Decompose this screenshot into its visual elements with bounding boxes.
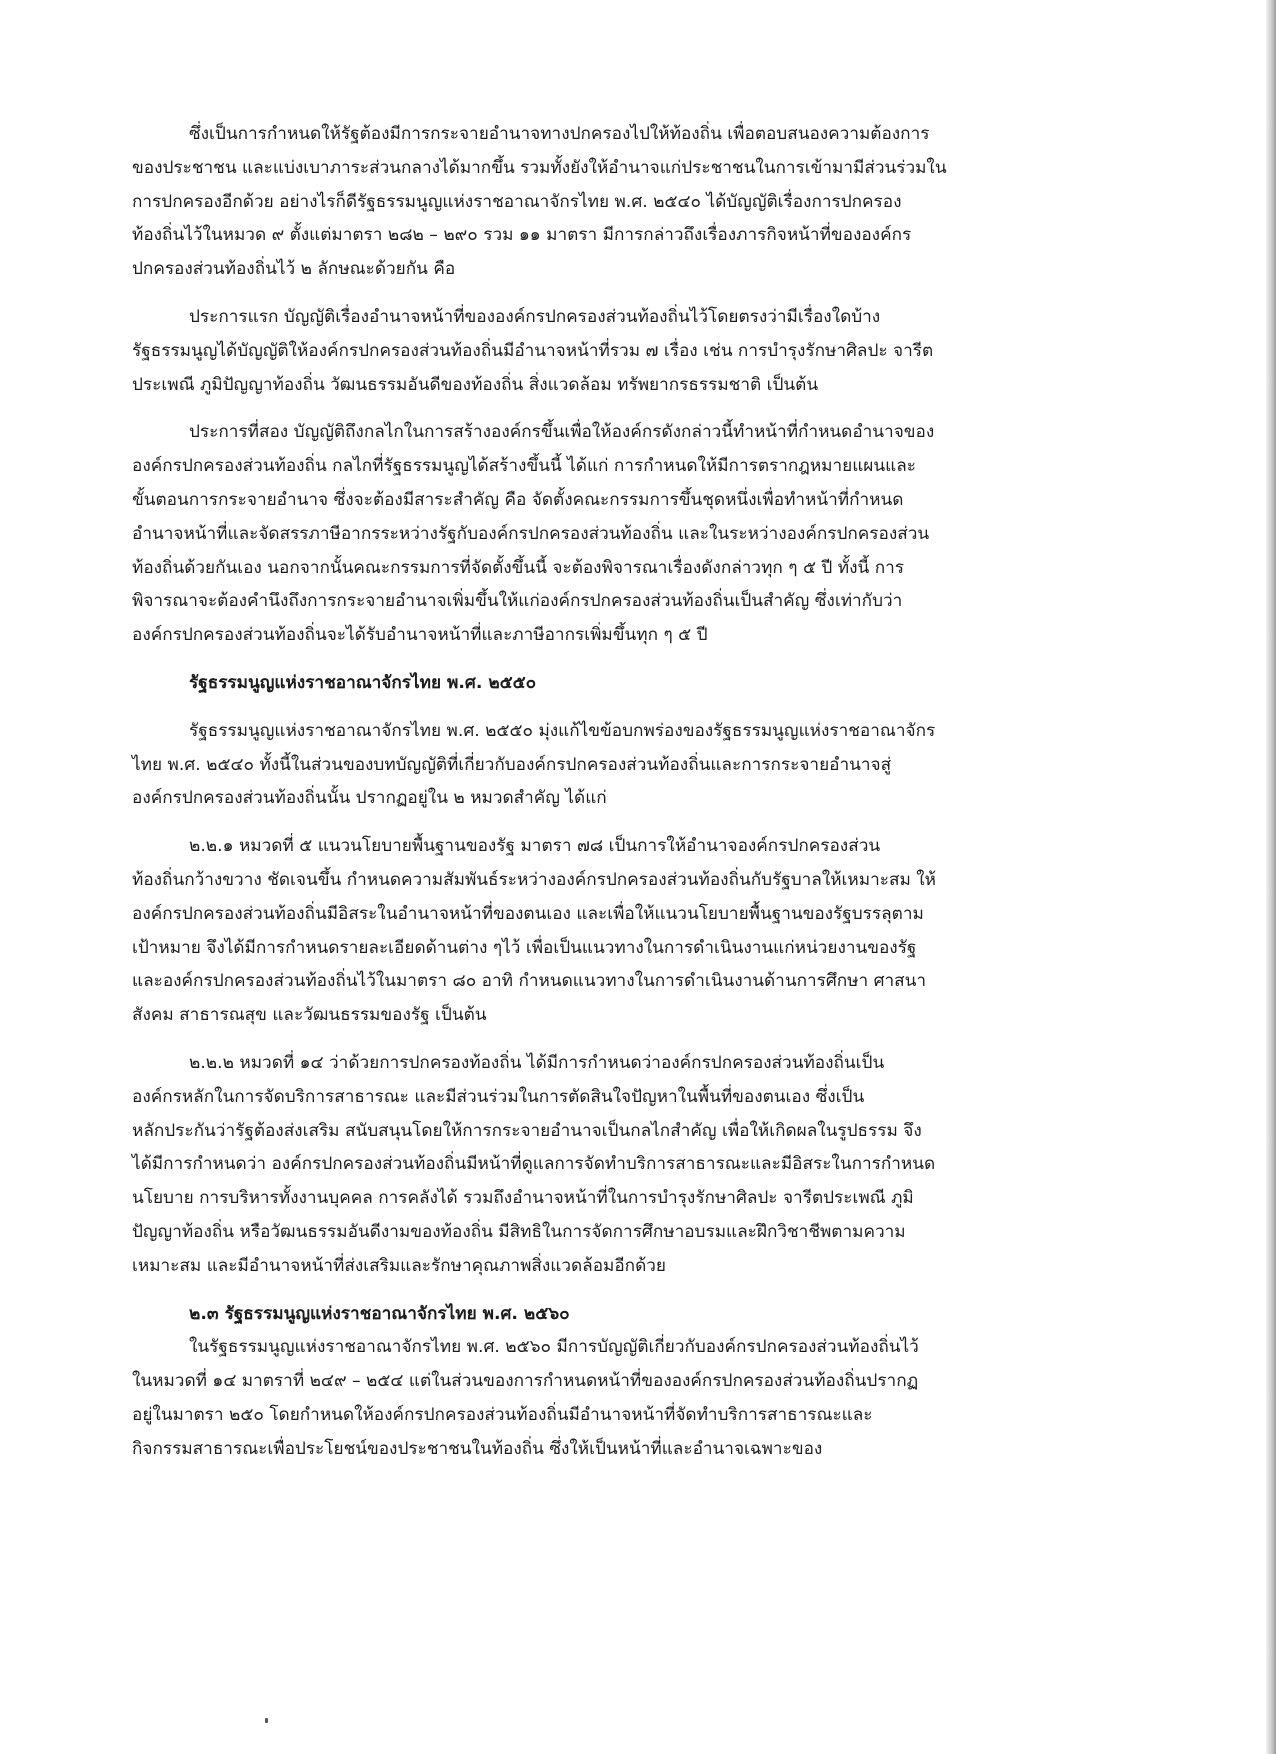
text-line: ๒.๒.๒ หมวดที่ ๑๔ ว่าด้วยการปกครองท้องถิ่น ได้มีการกำหนดว่าองค์กรปกครองส่วนท้องถิ่นเป็น xyxy=(189,1052,885,1073)
text-line: เหมาะสม และมีอำนาจหน้าที่ส่งเสริมและรักษาคุณภาพสิ่งแวดล้อมอีกด้วย xyxy=(132,1255,666,1276)
text-line: ประเพณี ภูมิปัญญาท้องถิ่น วัฒนธรรมอันดีของท้องถิ่น สิ่งแวดล้อม ทรัพยากรธรรมชาติ เป็นต้น xyxy=(132,374,819,395)
text-line: รัฐธรรมนูญแห่งราชอาณาจักรไทย พ.ศ. ๒๕๕๐ มุ่งแก้ไขข้อบกพร่องของรัฐธรรมนูญแห่งราชอาณาจักร xyxy=(189,720,936,741)
text-line: ท้องถิ่นไว้ในหมวด ๙ ตั้งแต่มาตรา ๒๘๒ – ๒๙๐ รวม ๑๑ มาตรา มีการกล่าวถึงเรื่องภารกิจหน้าที่ขององค์กร xyxy=(132,225,912,246)
scan-speck xyxy=(265,1718,268,1723)
paragraph-7 xyxy=(132,1331,1090,1466)
text-line: องค์กรปกครองส่วนท้องถิ่นนั้น ปรากฏอยู่ใน ๒ หมวดสำคัญ ได้แก่ xyxy=(132,788,607,809)
text-line: อำนาจหน้าที่และจัดสรรภาษีอากรระหว่างรัฐกับองค์กรปกครองส่วนท้องถิ่น และในระหว่างองค์กรปกครองส่วน xyxy=(132,523,930,544)
text-line: ท้องถิ่นกว้างขวาง ชัดเจนขึ้น กำหนดความสัมพันธ์ระหว่างองค์กรปกครองส่วนท้องถิ่นกับรัฐบาลให้เหมาะสม ให้ xyxy=(132,869,936,890)
text-line: ของประชาชน และแบ่งเบาภาระส่วนกลางได้มากขึ้น รวมทั้งยังให้อำนาจแก่ประชาชนในการเข้ามามีส่วนร่วมใน xyxy=(132,157,947,178)
text-line: ขั้นตอนการกระจายอำนาจ ซึ่งจะต้องมีสาระสำคัญ คือ จัดตั้งคณะกรรมการขึ้นชุดหนึ่งเพื่อทำหน้าที่กำหนด xyxy=(132,489,904,510)
text-line: สังคม สาธารณสุข และวัฒนธรรมของรัฐ เป็นต้น xyxy=(132,1005,487,1026)
section-heading-2550: รัฐธรรมนูญแห่งราชอาณาจักรไทย พ.ศ. ๒๕๕๐ xyxy=(189,672,537,693)
text-line: องค์กรปกครองส่วนท้องถิ่นมีอิสระในอำนาจหน้าที่ของตนเอง และเพื่อให้แนวนโยบายพื้นฐานของรัฐบรรลุตาม xyxy=(132,903,924,924)
text-line: องค์กรปกครองส่วนท้องถิ่น กลไกที่รัฐธรรมนูญได้สร้างขึ้นนี้ ได้แก่ การกำหนดให้มีการตรากฎหมายแผนและ xyxy=(132,456,916,477)
page-edge-shadow xyxy=(1266,0,1276,1754)
paragraph-5 xyxy=(132,830,1090,1033)
section-heading-2-3: ๒.๓ รัฐธรรมนูญแห่งราชอาณาจักรไทย พ.ศ. ๒๕๖๐ xyxy=(189,1303,570,1324)
text-line: ปกครองส่วนท้องถิ่นไว้ ๒ ลักษณะด้วยกัน คือ xyxy=(132,259,456,280)
paragraph-3 xyxy=(132,416,1090,653)
paragraph-1 xyxy=(132,118,1090,287)
document-body xyxy=(132,118,1090,1480)
text-line: นโยบาย การบริหารทั้งงานบุคคล การคลังได้ รวมถึงอำนาจหน้าที่ในการบำรุงรักษาศิลปะ จารีตประเพณี ภูมิ xyxy=(132,1188,914,1209)
text-line: ได้มีการกำหนดว่า องค์กรปกครองส่วนท้องถิ่นมีหน้าที่ดูแลการจัดทำบริการสาธารณะและมีอิสระในการกำหนด xyxy=(132,1154,936,1175)
text-line: และองค์กรปกครองส่วนท้องถิ่นไว้ในมาตรา ๘๐ อาทิ กำหนดแนวทางในการดำเนินงานด้านการศึกษา ศาสนา xyxy=(132,971,927,992)
text-line: หลักประกันว่ารัฐต้องส่งเสริม สนับสนุนโดยให้การกระจายอำนาจเป็นกลไกสำคัญ เพื่อให้เกิดผลในรูปธรรม จึง xyxy=(132,1120,922,1141)
text-line: เป้าหมาย จึงได้มีการกำหนดรายละเอียดด้านต่าง ๆไว้ เพื่อเป็นแนวทางในการดำเนินงานแก่หน่วยงานของรัฐ xyxy=(132,937,917,958)
text-line: อยู่ในมาตรา ๒๕๐ โดยกำหนดให้องค์กรปกครองส่วนท้องถิ่นมีอำนาจหน้าที่จัดทำบริการสาธารณะและ xyxy=(132,1404,873,1425)
text-line: การปกครองอีกด้วย อย่างไรก็ดีรัฐธรรมนูญแห่งราชอาณาจักรไทย พ.ศ. ๒๕๔๐ ได้บัญญัติเรื่องการปกครอง xyxy=(132,191,902,212)
text-line: องค์กรหลักในการจัดบริการสาธารณะ และมีส่วนร่วมในการตัดสินใจปัญหาในพื้นที่ของตนเอง ซึ่งเป็น xyxy=(132,1086,865,1107)
paragraph-2 xyxy=(132,301,1090,402)
text-line: ๒.๒.๑ หมวดที่ ๕ แนวนโยบายพื้นฐานของรัฐ มาตรา ๗๘ เป็นการให้อำนาจองค์กรปกครองส่วน xyxy=(189,836,881,857)
text-line: ในรัฐธรรมนูญแห่งราชอาณาจักรไทย พ.ศ. ๒๕๖๐ มีการบัญญัติเกี่ยวกับองค์กรปกครองส่วนท้องถิ่นไว้ xyxy=(189,1337,919,1358)
text-line: ประการที่สอง บัญญัติถึงกลไกในการสร้างองค์กรขึ้นเพื่อให้องค์กรดังกล่าวนี้ทำหน้าที่กำหนดอำนาจของ xyxy=(189,422,935,443)
paragraph-4 xyxy=(132,715,1090,816)
paragraph-6 xyxy=(132,1047,1090,1284)
text-line: ท้องถิ่นด้วยกันเอง นอกจากนั้นคณะกรรมการที่จัดตั้งขึ้นนี้ จะต้องพิจารณาเรื่องดังกล่าวทุก ๆ ๕ ปี ทั้งนี้ การ xyxy=(132,557,905,578)
text-line: องค์กรปกครองส่วนท้องถิ่นจะได้รับอำนาจหน้าที่และภาษีอากรเพิ่มขึ้นทุก ๆ ๕ ปี xyxy=(132,625,708,646)
text-line: ในหมวดที่ ๑๔ มาตราที่ ๒๔๙ – ๒๕๔ แต่ในส่วนของการกำหนดหน้าที่ขององค์กรปกครองส่วนท้องถิ่นปรากฏ xyxy=(132,1371,919,1392)
text-line: ปัญญาท้องถิ่น หรือวัฒนธรรมอันดีงามของท้องถิ่น มีสิทธิในการจัดการศึกษาอบรมและฝึกวิชาชีพตามความ xyxy=(132,1221,906,1242)
text-line: กิจกรรมสาธารณะเพื่อประโยชน์ของประชาชนในท้องถิ่น ซึ่งให้เป็นหน้าที่และอำนาจเฉพาะของ xyxy=(132,1438,823,1459)
text-line: พิจารณาจะต้องคำนึงถึงการกระจายอำนาจเพิ่มขึ้นให้แก่องค์กรปกครองส่วนท้องถิ่นเป็นสำคัญ ซึ่งเท่ากับว่า xyxy=(132,591,903,612)
text-line: รัฐธรรมนูญได้บัญญัติให้องค์กรปกครองส่วนท้องถิ่นมีอำนาจหน้าที่รวม ๗ เรื่อง เช่น การบำรุงรักษาศิลปะ จารีต xyxy=(132,340,934,361)
text-line: ไทย พ.ศ. ๒๕๔๐ ทั้งนี้ในส่วนของบทบัญญัติที่เกี่ยวกับองค์กรปกครองส่วนท้องถิ่นและการกระจายอำนาจสู่ xyxy=(132,754,892,775)
text-line: ประการแรก บัญญัติเรื่องอำนาจหน้าที่ขององค์กรปกครองส่วนท้องถิ่นไว้โดยตรงว่ามีเรื่องใดบ้าง xyxy=(189,306,881,327)
text-line: ซึ่งเป็นการกำหนดให้รัฐต้องมีการกระจายอำนาจทางปกครองไปให้ท้องถิ่น เพื่อตอบสนองความต้องการ xyxy=(189,124,930,144)
